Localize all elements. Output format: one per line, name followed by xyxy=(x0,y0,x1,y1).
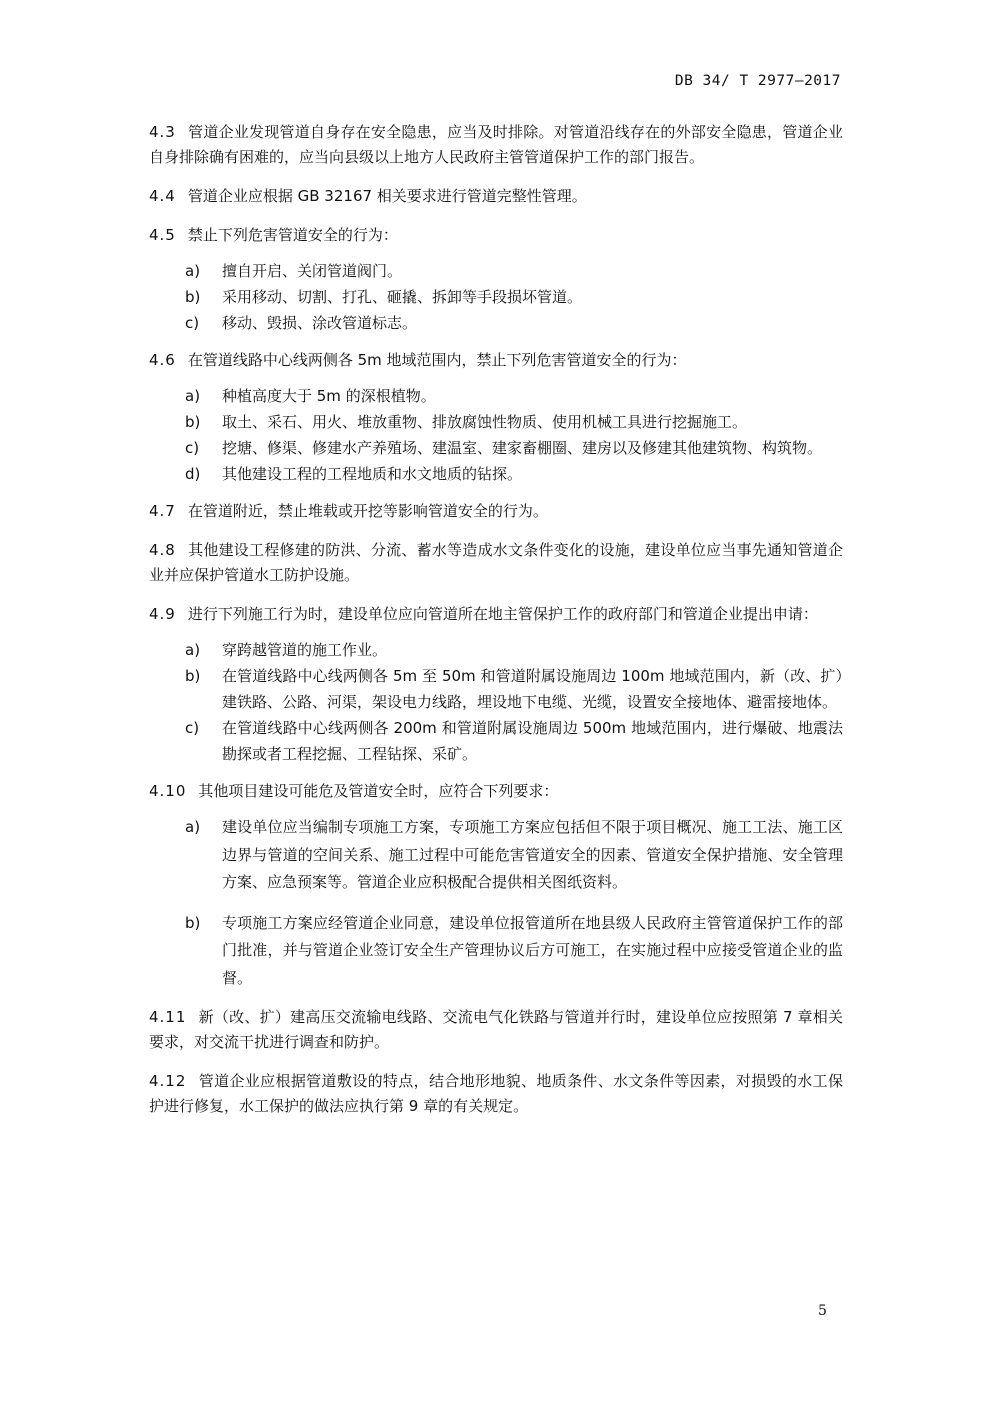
list-marker: b) xyxy=(185,288,201,306)
list-item xyxy=(149,310,843,336)
clause-4-6 xyxy=(149,348,843,373)
list-marker: b) xyxy=(185,667,201,685)
item-list xyxy=(149,814,843,992)
clause-4-12 xyxy=(149,1069,843,1119)
clause-4-7 xyxy=(149,499,843,524)
document-body xyxy=(149,120,843,1133)
clause-text: 禁止下列危害管道安全的行为： xyxy=(187,226,398,244)
clause-text: 其他建设工程修建的防洪、分流、蓄水等造成水文条件变化的设施，建设单位应当事先通知管道企业并应保护管道水工防护设施。 xyxy=(149,541,843,584)
list-item-text: 种植高度大于 5m 的深根植物。 xyxy=(222,387,436,405)
list-item xyxy=(149,461,843,487)
clause-text: 管道企业发现管道自身存在安全隐患，应当及时排除。对管道沿线存在的外部安全隐患，管道企业自身排除确有困难的，应当向县级以上地方人民政府主管管道保护工作的部门报告。 xyxy=(149,123,843,166)
clause-text: 管道企业应根据 GB 32167 相关要求进行管道完整性管理。 xyxy=(187,187,587,205)
clause-4-8 xyxy=(149,538,843,588)
clause-number: 4.5 xyxy=(149,226,176,244)
clause-text: 进行下列施工行为时，建设单位应向管道所在地主管保护工作的政府部门和管道企业提出申请： xyxy=(187,605,818,623)
clause-number: 4.7 xyxy=(149,502,176,520)
clause-number: 4.3 xyxy=(149,123,176,141)
list-marker: a) xyxy=(185,387,201,405)
list-item xyxy=(149,284,843,310)
list-item xyxy=(149,715,843,767)
list-marker: b) xyxy=(185,913,201,932)
list-item-text: 专项施工方案应经管道企业同意，建设单位报管道所在地县级人民政府主管管道保护工作的部门批准，并与管道企业签订安全生产管理协议后方可施工，在实施过程中应接受管道企业的监督。 xyxy=(222,913,843,987)
list-marker: b) xyxy=(185,413,201,431)
list-item-text: 在管道线路中心线两侧各 5m 至 50m 和管道附属设施周边 100m 地域范围内，新（改、扩）建铁路、公路、河渠，架设电力线路，埋设地下电缆、光缆，设置安全接地体、避雷接地体。 xyxy=(222,667,843,711)
list-item xyxy=(149,258,843,284)
clause-4-9 xyxy=(149,602,843,627)
list-marker: d) xyxy=(185,465,201,483)
standard-code: DB 34/ T 2977—2017 xyxy=(674,73,841,89)
list-item xyxy=(149,637,843,663)
clause-number: 4.6 xyxy=(149,351,176,369)
item-list xyxy=(149,383,843,487)
list-item xyxy=(149,409,843,435)
clause-4-11 xyxy=(149,1005,843,1055)
list-item xyxy=(149,663,843,715)
clause-number: 4.10 xyxy=(149,782,187,800)
list-item-text: 移动、毁损、涂改管道标志。 xyxy=(222,314,418,332)
list-item-text: 穿跨越管道的施工作业。 xyxy=(222,641,388,659)
list-item xyxy=(149,814,843,897)
item-list xyxy=(149,637,843,767)
clause-number: 4.9 xyxy=(149,605,176,623)
list-marker: c) xyxy=(185,719,200,737)
item-list xyxy=(149,258,843,336)
page-number: 5 xyxy=(818,1303,827,1319)
list-item-text: 建设单位应当编制专项施工方案，专项施工方案应包括但不限于项目概况、施工工法、施工区边界与管道的空间关系、施工过程中可能危害管道安全的因素、管道安全保护措施、安全管理方案、应急预案等。管道企业应积极配合提供相关图纸资料。 xyxy=(222,818,843,891)
list-marker: a) xyxy=(185,818,201,836)
list-marker: c) xyxy=(185,314,200,332)
clause-number: 4.4 xyxy=(149,187,176,205)
list-item-text: 在管道线路中心线两侧各 200m 和管道附属设施周边 500m 地域范围内，进行爆破、地震法勘探或者工程挖掘、工程钻探、采矿。 xyxy=(222,719,843,763)
list-item-text: 擅自开启、关闭管道阀门。 xyxy=(222,262,403,280)
clause-4-10 xyxy=(149,779,843,804)
clause-text: 新（改、扩）建高压交流输电线路、交流电气化铁路与管道并行时，建设单位应按照第 7 章相关要求，对交流干扰进行调查和防护。 xyxy=(149,1008,843,1051)
clause-text: 管道企业应根据管道敷设的特点，结合地形地貌、地质条件、水文条件等因素，对损毁的水工保护进行修复，水工保护的做法应执行第 9 章的有关规定。 xyxy=(149,1072,843,1115)
list-item-text: 取土、采石、用火、堆放重物、排放腐蚀性物质、使用机械工具进行挖掘施工。 xyxy=(222,413,748,431)
list-item xyxy=(149,910,843,993)
clause-number: 4.11 xyxy=(149,1008,187,1026)
clause-4-5 xyxy=(149,223,843,248)
list-marker: a) xyxy=(185,262,201,280)
clause-text: 在管道附近，禁止堆载或开挖等影响管道安全的行为。 xyxy=(187,502,548,520)
list-item-text: 其他建设工程的工程地质和水文地质的钻探。 xyxy=(222,465,523,483)
list-item xyxy=(149,383,843,409)
clause-text: 在管道线路中心线两侧各 5m 地域范围内，禁止下列危害管道安全的行为： xyxy=(187,351,687,369)
clause-4-3 xyxy=(149,120,843,170)
list-item-text: 采用移动、切割、打孔、砸撬、拆卸等手段损坏管道。 xyxy=(222,288,583,306)
list-marker: a) xyxy=(185,641,201,659)
clause-4-4 xyxy=(149,184,843,209)
list-item-text: 挖塘、修渠、修建水产养殖场、建温室、建家畜棚圈、建房以及修建其他建筑物、构筑物。 xyxy=(222,439,823,457)
clause-text: 其他项目建设可能危及管道安全时，应符合下列要求： xyxy=(198,782,559,800)
list-item xyxy=(149,435,843,461)
clause-number: 4.8 xyxy=(149,541,176,559)
list-marker: c) xyxy=(185,439,200,457)
clause-number: 4.12 xyxy=(149,1072,187,1090)
